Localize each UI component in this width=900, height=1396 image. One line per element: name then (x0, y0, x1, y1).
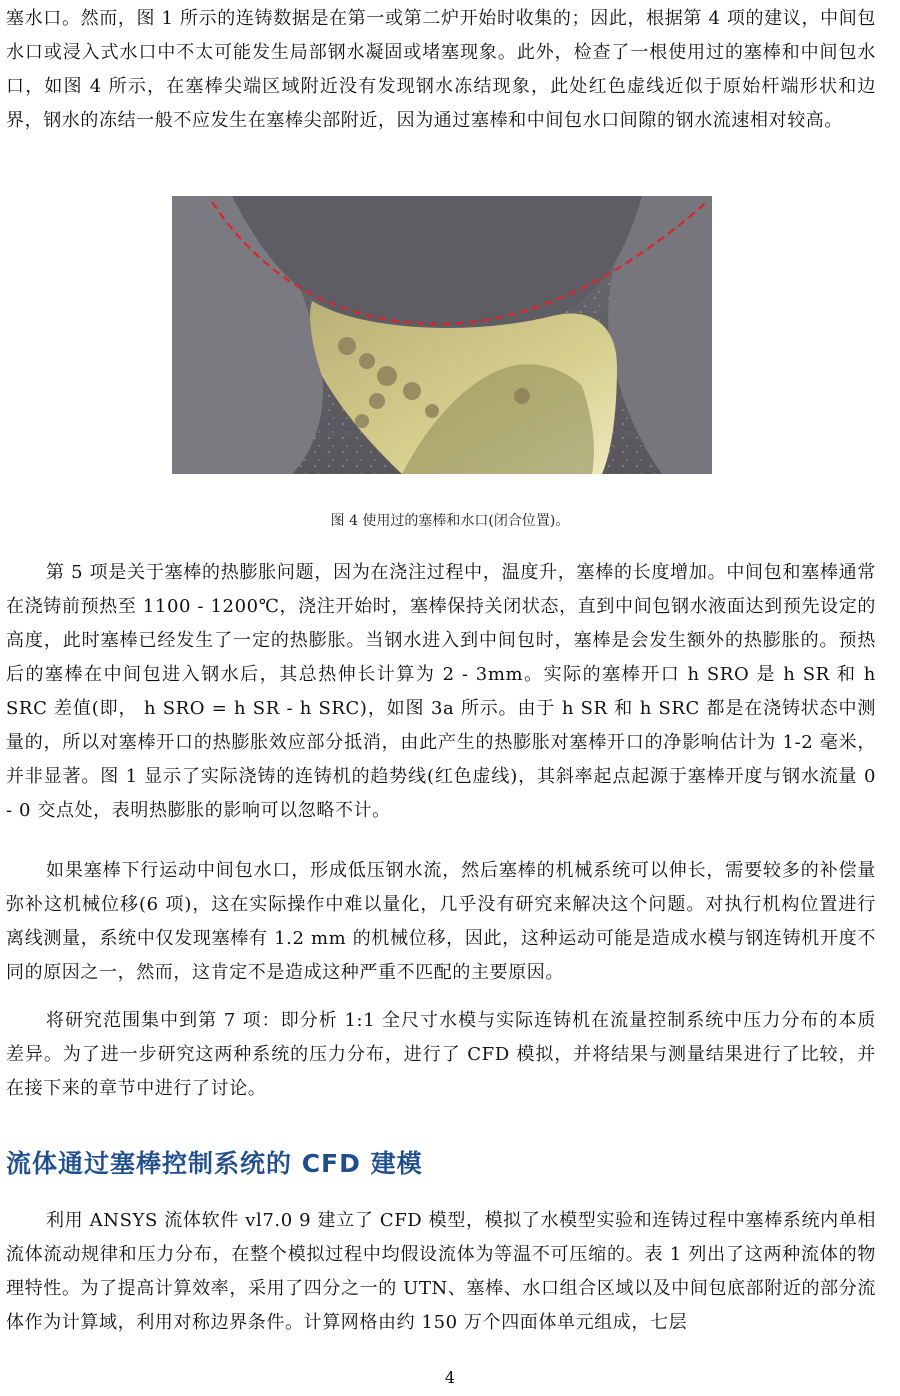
paragraph-cfd-model: 利用 ANSYS 流体软件 vl7.0 9 建立了 CFD 模型，模拟了水模型实验和连铸过程中塞棒系统内单相流体流动规律和压力分布，在整个模拟过程中均假设流体为等温不可压缩的。表 1 列出了这两种流体的物理特性。为了提高计算效率，采用了四分之一的 UTN、塞棒、水口组合区域以及中间包底部附近的部分流体作为计算域，利用对称边界条件。计算网格由约 150 万个四面体单元组成，七层 (6, 1210, 876, 1333)
section-heading: 流体通过塞棒控制系统的 CFD 建模 (6, 1149, 423, 1178)
figure-4-photo (172, 196, 712, 474)
paragraph-pressure-distribution: 将研究范围集中到第 7 项：即分析 1:1 全尺寸水模与实际连铸机在流量控制系统中压力分布的本质差异。为了进一步研究这两种系统的压力分布，进行了 CFD 模拟，并将结果与测量结果进行了比较，并在接下来的章节中进行了讨论。 (6, 1010, 876, 1099)
used-stopper-nozzle-image (172, 196, 712, 474)
paragraph-thermal-expansion: 第 5 项是关于塞棒的热膨胀问题，因为在浇注过程中，温度升，塞棒的长度增加。中间包和塞棒通常在浇铸前预热至 1100 - 1200℃，浇注开始时，塞棒保持关闭状态，直到中间包钢水液面达到预先设定的高度，此时塞棒已经发生了一定的热膨胀。当钢水进入到中间包时，塞棒是会发生额外的热膨胀的。预热后的塞棒在中间包进入钢水后，其总热伸长计算为 2 - 3mm。实际的塞棒开口 h SRO 是 h SR 和 h SRC 差值(即， h SRO = h SR - h SRC)，如图 3a 所示。由于 h SR 和 h SRC 都是在浇铸状态中测量的，所以对塞棒开口的热膨胀效应部分抵消，由此产生的热膨胀对塞棒开口的净影响估计为 1-2 毫米，并非显著。图 1 显示了实际浇铸的连铸机的趋势线(红色虚线)，其斜率起点起源于塞棒开度与钢水流量 0 - 0 交点处，表明热膨胀的影响可以忽略不计。 (6, 562, 876, 821)
page-number: 4 (444, 1368, 456, 1387)
figure-4-caption: 图 4 使用过的塞棒和水口(闭合位置)。 (330, 513, 570, 529)
paragraph-mechanical-displacement: 如果塞棒下行运动中间包水口，形成低压钢水流，然后塞棒的机械系统可以伸长，需要较多的补偿量弥补这机械位移(6 项)，这在实际操作中难以量化，几乎没有研究来解决这个问题。对执行机构位置进行离线测量，系统中仅发现塞棒有 1.2 mm 的机械位移，因此，这种运动可能是造成水模与钢连铸机开度不同的原因之一，然而，这肯定不是造成这种严重不匹配的主要原因。 (6, 860, 876, 983)
paragraph-figure4-discussion: 塞水口。然而，图 1 所示的连铸数据是在第一或第二炉开始时收集的；因此，根据第 4 项的建议，中间包水口或浸入式水口中不太可能发生局部钢水凝固或堵塞现象。此外，检查了一根使用过的塞棒和中间包水口，如图 4 所示，在塞棒尖端区域附近没有发现钢水冻结现象，此处红色虚线近似于原始杆端形状和边界，钢水的冻结一般不应发生在塞棒尖部附近，因为通过塞棒和中间包水口间隙的钢水流速相对较高。 (6, 8, 876, 131)
